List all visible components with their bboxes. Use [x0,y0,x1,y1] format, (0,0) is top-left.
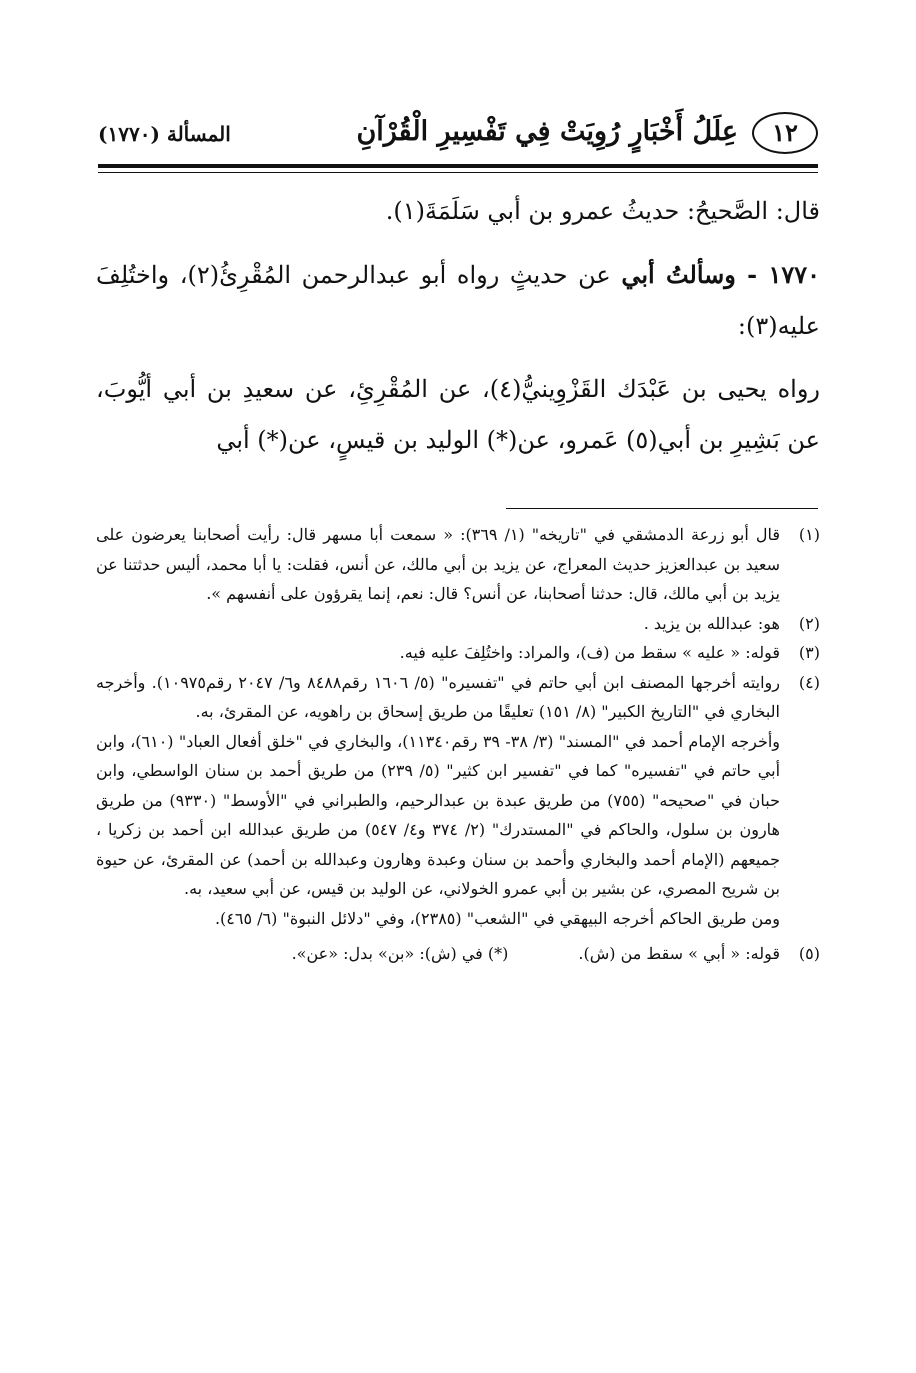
page-number: ١٢ [752,112,818,154]
footnote-text: وأخرجه الإمام أحمد في "المسند" (٣/ ٣٨- ٣٩ رقم١١٣٤٠)، والبخاري في "خلق أفعال العباد" (٦١٠)، وابن أبي حاتم في "تفسيره" كما في "تفسير ابن كثير" (٥/ ٢٣٩) من طريق أحمد بن سنان الواسطي، وابن حبان في "صحيحه" (٧٥٥) من طريق عبدة بن عبدالرحيم، والطبراني في "الأوسط" (٩٣٣٠) من طريق هارون بن سلول، والحاكم في "المستدرك" (٢/ ٣٧٤ و٤/ ٥٤٧) من طريق عبدالله ابن أحمد بن زكريا ، جميعهم (الإمام أحمد والبخاري وأحمد بن سنان وعبدة وهارون وعبدالله بن أحمد) عن المقرئ، عن حيوة بن شريح المصري، عن بشير بن أبي عمرو الخولاني، عن الوليد بن قيس، عن أبي سعيد، به. [96,731,781,898]
footnote-text: ومن طريق الحاكم أخرجه البيهقي في "الشعب" (٢٣٨٥)، وفي "دلائل النبوة" (٦/ ٤٦٥). [214,908,780,928]
paragraph-question [96,249,820,352]
book-title: عِلَلُ أَخْبَارٍ رُوِيَتْ فِي تَفْسِيرِ الْقُرْآنِ [356,116,738,147]
main-text [96,186,820,478]
footnote [96,520,820,609]
footnote [96,668,820,934]
paragraph-chain: رواه يحيى بن عَبْدَك القَزْوِينيُّ(٤)، عن المُقْرِئِ، عن سعيدِ بن أبي أيُّوبَ، عن بَشِيرِ بن أبي(٥) عَمرو، عن(*) الوليد بن قيسٍ، عن(*) أبي [96,375,820,454]
header-rule-thin [98,172,818,173]
issue-label: المسألة (١٧٧٠) [98,122,231,146]
footnote-number: (٤) [798,672,820,692]
paragraph-verdict: قال: الصَّحيحُ: حديثُ عمرو بن أبي سَلَمَةَ(١). [385,197,820,225]
footnote-text: قوله: « عليه » سقط من (ف)، والمراد: واختُلِفَ عليه فيه. [399,643,780,662]
footnotes [96,520,820,969]
footnote-text: قوله: « أبي » سقط من (ش). [578,944,780,963]
footnote-number: (١) [798,525,820,544]
footnote-text: قال أبو زرعة الدمشقي في "تاريخه" (١/ ٣٦٩): « سمعت أبا مسهر قال: رأيت أصحابنا يعرضون على سعيد بن عبدالعزيز حديث المعراج، عن يزيد بن أبي مالك، عن أنس، فقلت: يا أبا محمد، أليس حدثتنا عن يزيد بن أبي مالك، قال: حدثنا أصحابنا، عن أنس؟ قال: نعم، إنما يقرؤون على أنفسهم ». [96,525,780,603]
footnote-text: (*) في (ش): «بن» بدل: «عن». [291,944,509,963]
footnote [96,609,820,639]
footnote-number: (٥) [798,944,820,963]
footnote [96,939,820,969]
question-text: عن حديثٍ رواه أبو عبدالرحمن المُقْرِئُ(٢)، واختُلِفَ عليه(٣): [96,261,820,340]
footnote-separator [506,508,818,509]
footnote-text: هو: عبدالله بن يزيد . [643,613,780,633]
header-rule-thick [98,164,818,168]
page-header [98,112,818,160]
footnote-text: روايته أخرجها المصنف ابن أبي حاتم في "تفسيره" (٥/ ١٦٠٦ رقم٨٤٨٨ و٦/ ٢٠٤٧ رقم١٠٩٧٥). وأخرجه البخاري في "التاريخ الكبير" (٨/ ١٥١) تعليقًا من طريق إسحاق بن راهويه، عن المقرئ، به. [96,672,781,721]
footnote [96,638,820,668]
footnote-number: (٣) [798,643,820,662]
question-number: ١٧٧٠ - وسألتُ أبي [621,260,820,289]
footnote-number: (٢) [798,613,820,633]
